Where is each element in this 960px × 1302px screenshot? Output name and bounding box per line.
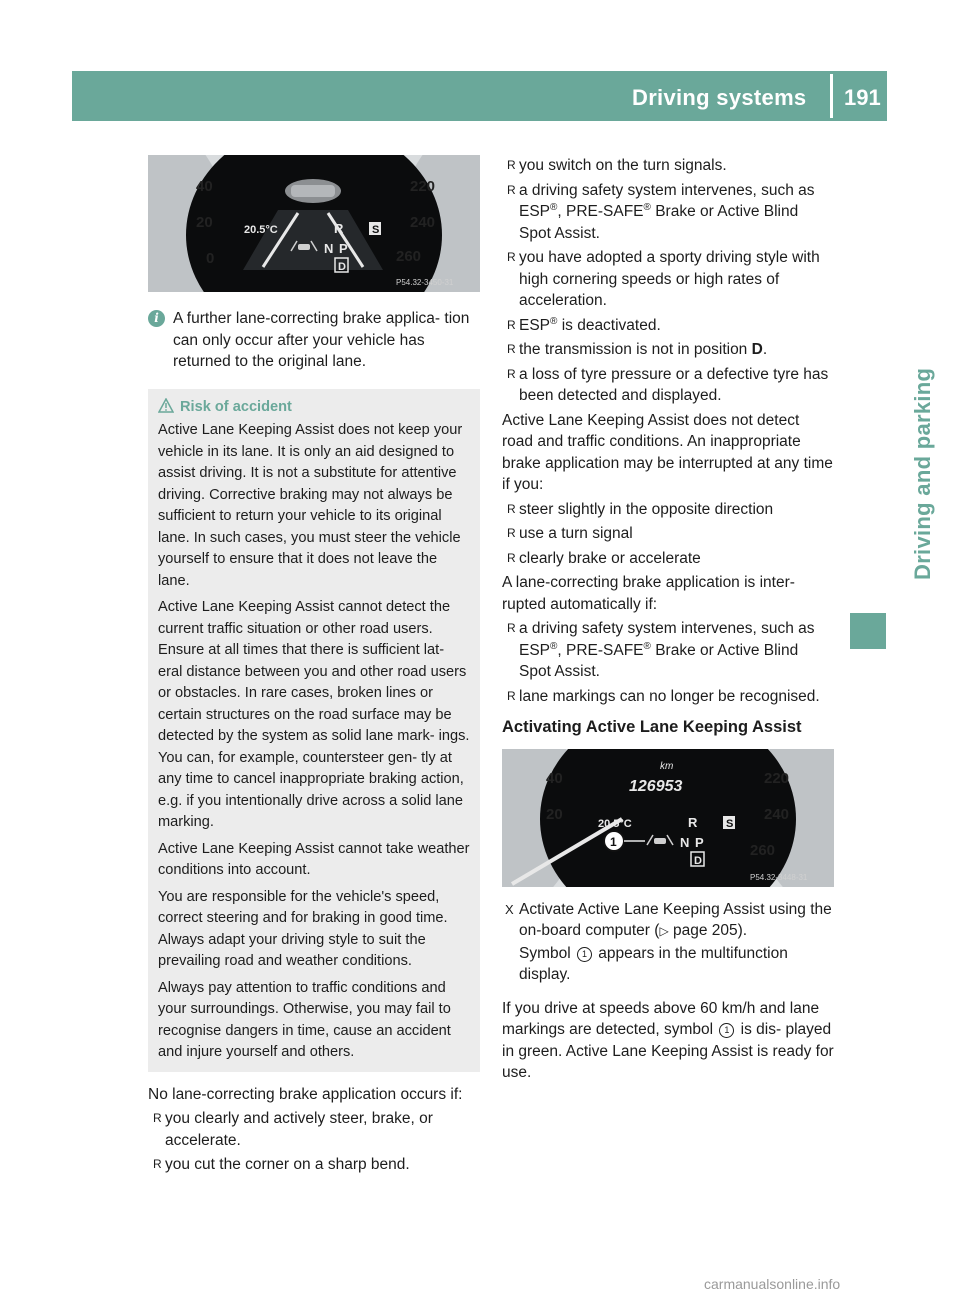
info-icon: i xyxy=(148,310,165,327)
side-tab xyxy=(888,220,935,580)
speed-label: 20 xyxy=(196,214,213,231)
sport-badge: S xyxy=(726,817,734,830)
symbol-callout: 1 xyxy=(719,1023,734,1038)
list-item: R a loss of tyre pressure or a defective tyre has been detected and displayed. xyxy=(502,364,834,407)
registered-mark: ® xyxy=(643,640,651,652)
unit-label: km xyxy=(660,760,674,772)
registered-mark: ® xyxy=(550,201,558,213)
side-tab-label: Driving and parking xyxy=(910,367,935,580)
gear-position: D xyxy=(751,341,763,358)
registered-mark: ® xyxy=(643,201,651,213)
list-item-text: , PRE-SAFE xyxy=(557,641,644,659)
speed-label: 220 xyxy=(764,769,790,787)
gear-r: R xyxy=(688,814,698,830)
list-item: R you cut the corner on a sharp bend. xyxy=(148,1154,480,1176)
gear-n: N xyxy=(324,241,334,256)
speed-label: 260 xyxy=(396,248,422,265)
temperature-readout: 20.5°C xyxy=(244,224,278,236)
list-item-text: is deactivated. xyxy=(557,316,661,334)
list-item-text: . xyxy=(762,341,768,358)
body-paragraph: No lane-correcting brake application occurs if: xyxy=(148,1085,463,1103)
gear-r: R xyxy=(334,221,344,236)
warning-paragraph: Active Lane Keeping Assist does not keep your vehicle in its lane. It is only an aid designed to assist driving. It is not a substitute for attentive driving. Corrective braking may not always be sufficient to return your vehicle to its original lane. In such cases, you must steer the vehicle yourself to ensure that it does not leave the lane. xyxy=(158,422,463,589)
warning-paragraph: Always pay attention to traffic conditions and your surroundings. Otherwise, you may fail to recognise dangers in time, cause an accident and injure yourself and others. xyxy=(158,979,451,1060)
bullet-list xyxy=(502,618,834,707)
cluster-photo-1 xyxy=(148,155,480,292)
info-note-text: A further lane-correcting brake applica- tion can only occur after your vehicle has returned to the original lane. xyxy=(173,310,470,370)
bullet-list xyxy=(502,499,834,570)
section-heading: Activating Active Lane Keeping Assist xyxy=(502,718,802,736)
gear-d: D xyxy=(338,261,346,273)
list-item-text: ESP xyxy=(519,316,551,334)
body-text: If you drive at speeds above 60 km/h and lane markings are detected, symbol xyxy=(502,999,820,1038)
figure-code: P54.32-3448-31 xyxy=(750,872,808,882)
body-paragraph: Active Lane Keeping Assist does not detect road and traffic conditions. An inappropriate brake application may be interrupted at any time if you: xyxy=(502,411,833,493)
list-item xyxy=(502,180,834,245)
list-item-text: Brake or Active Blind Spot Assist. xyxy=(519,641,799,680)
gear-n: N xyxy=(680,834,690,850)
warning-paragraph: Active Lane Keeping Assist cannot detect the current traffic situation or other road users. Ensure at all times that there is sufficient lat- eral distance between you and other road users or obstacles. In rare cases, broken lines or certain structures on the road surface may be detected by the system as solid lane mark- ings. You can, for example, countersteer gen- tly at any time to cancel inappropriate braking action, e.g. if you intentionally drive across a solid lane marking. xyxy=(158,599,470,830)
registered-mark: ® xyxy=(550,315,558,327)
info-note xyxy=(148,308,480,373)
list-item: R you have adopted a sporty driving style with high cornering speeds or high rates of acceleration. xyxy=(502,247,834,312)
gear-p: P xyxy=(695,834,704,850)
speed-label: 220 xyxy=(410,178,436,195)
list-item: R use a turn signal xyxy=(502,523,834,545)
speed-label: 240 xyxy=(764,805,790,823)
list-item-text: a driving safety system intervenes, such as ESP xyxy=(519,620,815,659)
callout-number: 1 xyxy=(610,834,617,849)
step-text: Symbol xyxy=(519,944,575,962)
speed-label: 0 xyxy=(206,250,215,267)
list-item: R lane markings can no longer be recognised. xyxy=(502,686,834,708)
page-number: 191 xyxy=(844,85,881,110)
registered-mark: ® xyxy=(550,640,558,652)
figure-code: P54.32-3450-31 xyxy=(396,278,454,287)
list-item xyxy=(502,315,834,337)
speed-label: 240 xyxy=(410,214,436,231)
sport-badge: S xyxy=(372,224,380,236)
right-column xyxy=(502,155,834,1084)
step-marker: X xyxy=(505,901,514,917)
page-title: Driving systems xyxy=(632,85,807,110)
list-item: R you switch on the turn signals. xyxy=(502,155,834,177)
step-text: appears in the multifunction display. xyxy=(519,944,788,983)
step-text: page 205). xyxy=(668,922,748,939)
instruction-step xyxy=(502,899,834,986)
side-tab-marker xyxy=(850,613,886,649)
bullet-list xyxy=(148,1108,480,1176)
list-item-text: the transmission is not in position xyxy=(519,341,752,358)
speed-label: 40 xyxy=(196,178,213,195)
warning-paragraph: Active Lane Keeping Assist cannot take weather conditions into account. xyxy=(158,840,470,878)
body-text: is dis- played in green. Active Lane Keeping Assist is ready for use. xyxy=(502,1021,834,1081)
list-item-text: Brake or Active Blind Spot Assist. xyxy=(519,203,799,242)
warning-triangle-icon xyxy=(158,398,174,413)
watermark: carmanualsonline.info xyxy=(704,1276,841,1292)
speed-label: 40 xyxy=(546,769,563,787)
header-divider xyxy=(830,74,833,118)
body-paragraph xyxy=(502,998,834,1084)
warning-paragraph: You are responsible for the vehicle's speed, correct steering and for braking in good time. Always adapt your driving style to suit the prevailing road and weather conditions. xyxy=(158,888,448,969)
list-item-text: a driving safety system intervenes, such as ESP xyxy=(519,181,815,220)
warning-box xyxy=(148,389,480,1072)
speed-label: 260 xyxy=(750,841,776,859)
list-item: R you clearly and actively steer, brake, or accelerate. xyxy=(148,1108,480,1151)
left-column xyxy=(148,155,480,1179)
temperature-readout: 20.5°C xyxy=(598,817,632,830)
odometer-readout: 126953 xyxy=(629,777,683,795)
list-item: R clearly brake or accelerate xyxy=(502,548,834,570)
bullet-list xyxy=(502,155,834,407)
list-item: R steer slightly in the opposite direction xyxy=(502,499,834,521)
gear-p: P xyxy=(339,241,348,256)
step-text: Activate Active Lane Keeping Assist using the on-board computer ( xyxy=(519,900,832,939)
page-ref-arrow-icon: ▷ xyxy=(659,924,669,938)
cluster-photo-2 xyxy=(502,749,834,887)
speed-label: 20 xyxy=(546,805,563,823)
warning-title-text: Risk of accident xyxy=(180,398,292,415)
list-item-text: , PRE-SAFE xyxy=(557,203,644,220)
body-paragraph: A lane-correcting brake application is inter- rupted automatically if: xyxy=(502,574,795,613)
list-item xyxy=(502,339,834,361)
symbol-callout: 1 xyxy=(577,947,592,962)
warning-title xyxy=(158,397,472,419)
list-item xyxy=(502,618,834,683)
gear-d: D xyxy=(694,854,702,867)
